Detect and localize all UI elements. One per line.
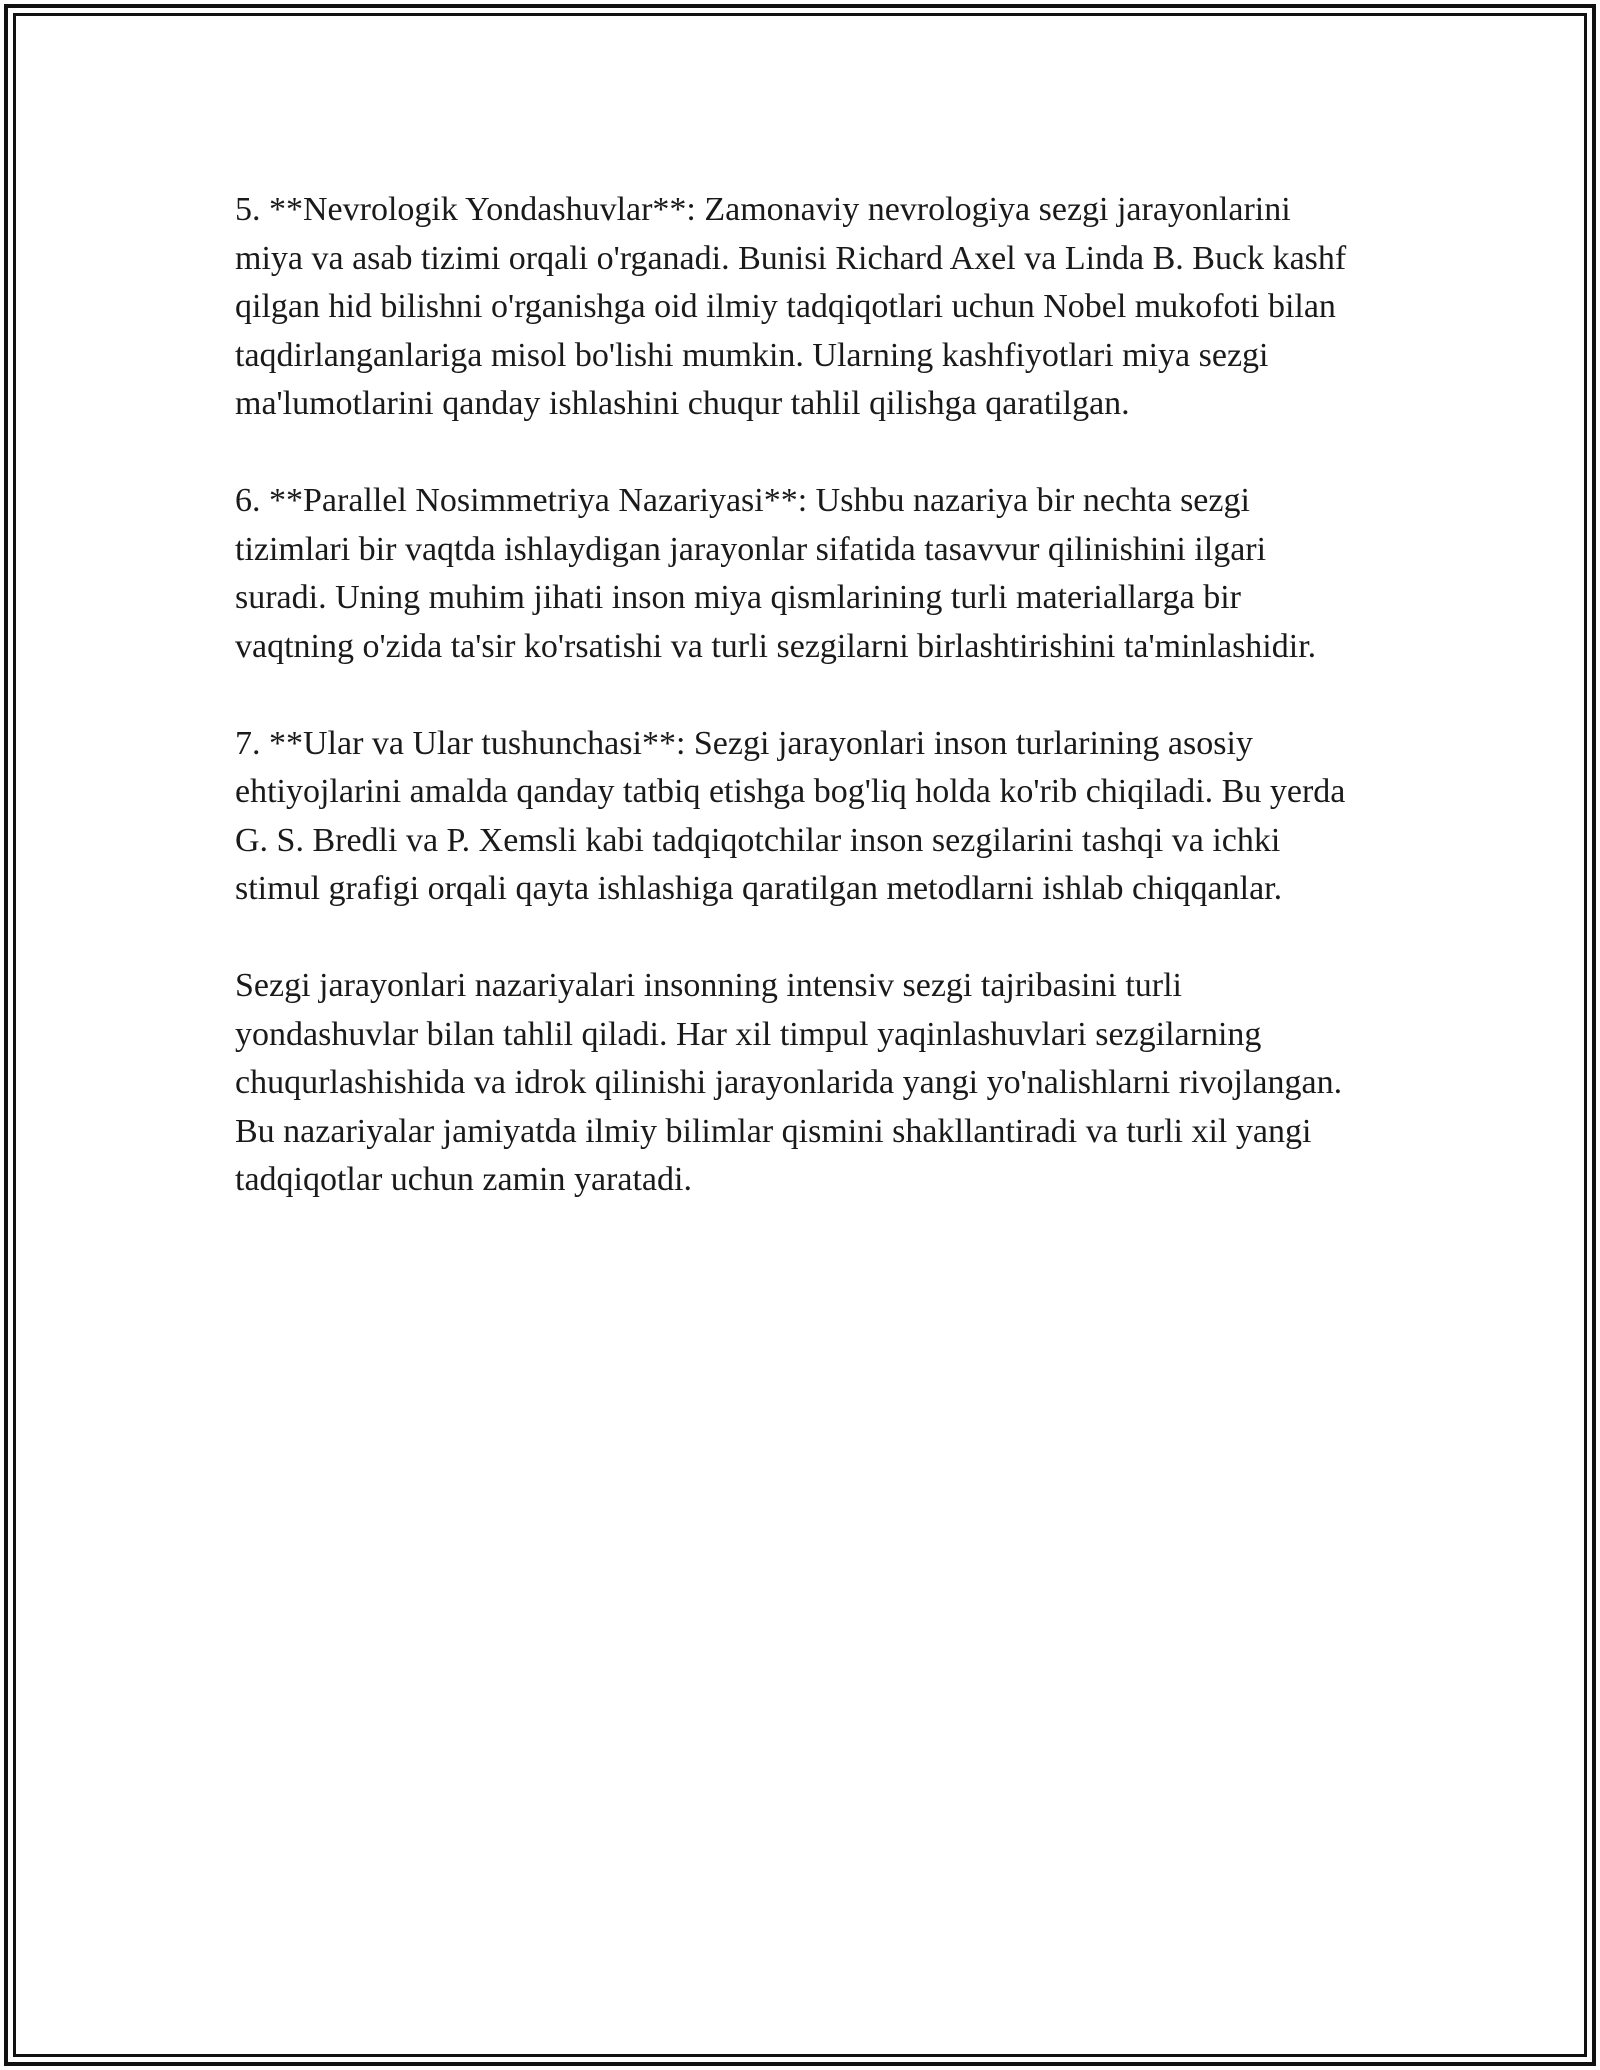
paragraph-conclusion: Sezgi jarayonlari nazariyalari insonning intensiv sezgi tajribasini turli yondashuvlar bilan tahlil qiladi. Har xil timpul yaqinlashuvlari sezgilarning chuqurlashishida va idrok qilinishi jarayonlarida yangi yo'nalishlarni rivojlangan. Bu nazariyalar jamiyatda ilmiy bilimlar qismini shakllantiradi va turli xil yangi tadqiqotlar uchun zamin yaratadi. [235,967,1343,1198]
paragraph-concept: 7. **Ular va Ular tushunchasi**: Sezgi jarayonlari inson turlarining asosiy ehtiyojlarini amalda qanday tatbiq etishga bog'liq holda ko'rib chiqiladi. Bu yerda G. S. Bredli va P. Xemsli kabi tadqiqotchilar inson sezgilarini tashqi va ichki stimul grafigi orqali qayta ishlashiga qaratilgan metodlarni ishlab chiqqanlar. [235,724,1346,907]
paragraph-neurological-approaches: 5. **Nevrologik Yondashuvlar**: Zamonaviy nevrologiya sezgi jarayonlarini miya va asab tizimi orqali o'rganadi. Bunisi Richard Axel va Linda B. Buck kashf qilgan hid bilishni o'rganishga oid ilmiy tadqiqotlari uchun Nobel mukofoti bilan taqdirlanganlariga misol bo'lishi mumkin. Ularning kashfiyotlari miya sezgi ma'lumotlarini qanday ishlashini chuqur tahlil qilishga qaratilgan. [235,191,1347,422]
paragraph-parallel-theory: 6. **Parallel Nosimmetriya Nazariyasi**: Ushbu nazariya bir nechta sezgi tizimlari bir vaqtda ishlaydigan jarayonlar sifatida tasavvur qilinishini ilgari suradi. Uning muhim jihati inson miya qismlarining turli materiallarga bir vaqtning o'zida ta'sir ko'rsatishi va turli sezgilarni birlashtirishini ta'minlashidir. [235,482,1317,665]
document-body [235,186,1365,1253]
